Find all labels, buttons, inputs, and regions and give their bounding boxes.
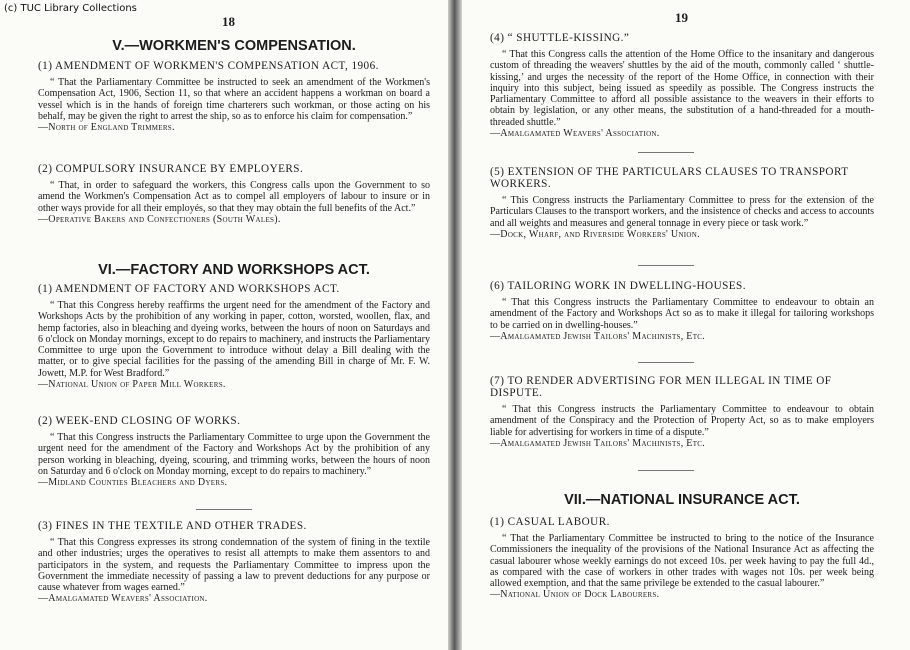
item-vi-5 <box>490 166 874 240</box>
item-v-1 <box>38 60 430 133</box>
item-vi-1 <box>38 283 430 390</box>
item-title: (4) “ SHUTTLE-KISSING.” <box>490 32 630 44</box>
item-title: (1) AMENDMENT OF WORKMEN'S COMPENSATION ACT, 1906. <box>38 60 379 72</box>
item-body: “ That this Congress instructs the Parliamentary Committee to endeavour to obtain an amendment of the Factory and Workshops Act so as to make it illegal for tailoring workshops to be carried on in dwelling-houses.” —Amalgamated Jewish Tailors' Machinists, Etc. <box>490 297 874 342</box>
item-signature: —Midland Counties Bleachers and Dyers. <box>38 477 228 489</box>
item-title: (2) COMPULSORY INSURANCE BY EMPLOYERS. <box>38 163 304 175</box>
section-heading-vi: VI.—FACTORY AND WORKSHOPS ACT. <box>98 262 370 278</box>
item-body: “ That this Congress instructs the Parliamentary Committee to urge upon the Government the urgent need for the amendment of the Factory and Workshops Act by the prohibition of any person working in bleaching, dyeing, scouring, and trimming works, between the hours of noon on Saturday and 6 o'clock on Monday morning, except to do repairs to machinery.” —Midland Counties Bleachers and Dyers. <box>38 432 430 489</box>
item-body: “ That this Congress instructs the Parliamentary Committee to endeavour to obtain amendment of the Conspiracy and the Protection of Property Act, so as to make employers liable for advertising for workers in time of a dispute.” —Amalgamated Jewish Tailors' Machinists, Etc. <box>490 404 874 449</box>
item-vi-4 <box>490 32 874 139</box>
right-page <box>462 0 910 650</box>
item-signature: —National Union of Paper Mill Workers. <box>38 379 226 391</box>
item-body: “ That this Congress expresses its strong condemnation of the system of fining in the textile and other industries; urges the operatives to resist all attempts to make them assentors to and participators in the system, and requests the Parliamentary Committee to impress upon the Government the immediate necessity of passing a law to prevent deductions for any purpose or cause whatever from wages earned.” —Amalgamated Weavers' Association. <box>38 537 430 605</box>
item-body: “ This Congress instructs the Parliamentary Committee to press for the extension of the Particulars Clauses to the transport workers, and the insistence of checks and access to accounts and all weights and measures and general tonnage in every piece or task work.” —Dock, Wharf, and Riverside Workers' Union. <box>490 195 874 240</box>
item-vii-1 <box>490 516 874 601</box>
copyright-credit: (c) TUC Library Collections <box>4 3 137 14</box>
item-signature: —Amalgamated Weavers' Association. <box>38 593 208 605</box>
section-heading-v: V.—WORKMEN'S COMPENSATION. <box>112 38 356 54</box>
page-number-left: 18 <box>222 14 235 29</box>
item-title: (2) WEEK-END CLOSING OF WORKS. <box>38 415 241 427</box>
item-body: “ That the Parliamentary Committee be instructed to bring to the notice of the Insurance Commissioners the inequality of the provisions of the National Insurance Act as affecting the casual labourer whose weekly earnings do not exceed 10s. per week having to pay the full 4d., as compared with the case of workers in other trades with wages not 10s. per week being allowed exemption, and that the same privilege be extended to the casual labourer.” —National Union of Dock Labourers. <box>490 533 874 601</box>
divider <box>638 265 694 266</box>
divider <box>196 509 252 510</box>
item-signature: —Amalgamated Jewish Tailors' Machinists, Etc. <box>490 330 706 342</box>
book-gutter <box>448 0 462 650</box>
item-signature: —Dock, Wharf, and Riverside Workers' Union. <box>490 228 700 240</box>
item-vi-3 <box>38 520 430 605</box>
item-body: “ That, in order to safeguard the workers, this Congress calls upon the Government to so amend the Workmen's Compensation Act as to compel all employers of labour to insure or in other ways provide for all their employés, so that they may obtain the full benefits of the Act.” —Operative Bakers and Confectioners (South Wales). <box>38 180 430 225</box>
item-signature: —Amalgamated Jewish Tailors' Machinists, Etc. <box>490 437 706 449</box>
page-number-right: 19 <box>675 10 688 25</box>
item-title: (5) EXTENSION OF THE PARTICULARS CLAUSES TO TRANSPORT WORKERS. <box>490 166 849 190</box>
left-page <box>0 0 448 650</box>
item-signature: —National Union of Dock Labourers. <box>490 589 660 601</box>
item-vi-6 <box>490 280 874 342</box>
item-title: (1) CASUAL LABOUR. <box>490 516 610 528</box>
item-title: (6) TAILORING WORK IN DWELLING-HOUSES. <box>490 280 746 292</box>
divider <box>638 152 694 153</box>
item-body: “ That this Congress calls the attention of the Home Office to the insanitary and dangerous custom of threading the weavers' shuttles by the aid of the mouth, commonly called ‘ shuttle-kissing,’ and urges the necessity of the report of the Home Office, in connection with their inquiry into this subject, being issued as speedily as possible. The Congress instructs the Parliamentary Committee to afford all possible assistance to the weavers in their efforts to obtain by legislation, or any other means, the substitution of a hand-threaded for a mouth-threaded shuttle.” —Amalgamated Weavers' Association. <box>490 49 874 140</box>
item-vi-2 <box>38 415 430 488</box>
item-title: (7) TO RENDER ADVERTISING FOR MEN ILLEGAL IN TIME OF DISPUTE. <box>490 375 832 399</box>
item-body: “ That the Parliamentary Committee be instructed to seek an amendment of the Workmen's Compensation Act, 1906, Section 11, so that where an accident happens a workman on board a vessel which is in the hands of foreign time charterers such workman, or those acting on his behalf, may be given the right to arrest the ship, so as to enforce his claim for compensation.” —North of England Trimmers. <box>38 77 430 134</box>
item-signature: —Operative Bakers and Confectioners (South Wales). <box>38 213 281 225</box>
item-v-2 <box>38 163 430 225</box>
item-signature: —North of England Trimmers. <box>38 122 175 134</box>
item-title: (3) FINES IN THE TEXTILE AND OTHER TRADES. <box>38 520 307 532</box>
item-vi-7 <box>490 375 874 449</box>
divider <box>638 470 694 471</box>
section-heading-vii: VII.—NATIONAL INSURANCE ACT. <box>564 492 800 508</box>
divider <box>638 362 694 363</box>
item-body: “ That this Congress hereby reaffirms the urgent need for the amendment of the Factory and Workshops Acts by the prohibition of any working in paper, cotton, worsted, woollen, flax, and hemp factories, also in bleaching and dyeing works, between the hours of noon on Saturdays and 6 o'clock on Monday mornings, except to do repairs to machinery, and instructs the Parliamentary Committee to urge upon the Government to introduce without delay a Bill dealing with the matter, or to give special facilities for the passing of the amending Bill in charge of Mr. F. W. Jowett, M.P. for West Bradford.” —National Union of Paper Mill Workers. <box>38 300 430 391</box>
item-signature: —Amalgamated Weavers' Association. <box>490 128 660 140</box>
item-title: (1) AMENDMENT OF FACTORY AND WORKSHOPS ACT. <box>38 283 340 295</box>
